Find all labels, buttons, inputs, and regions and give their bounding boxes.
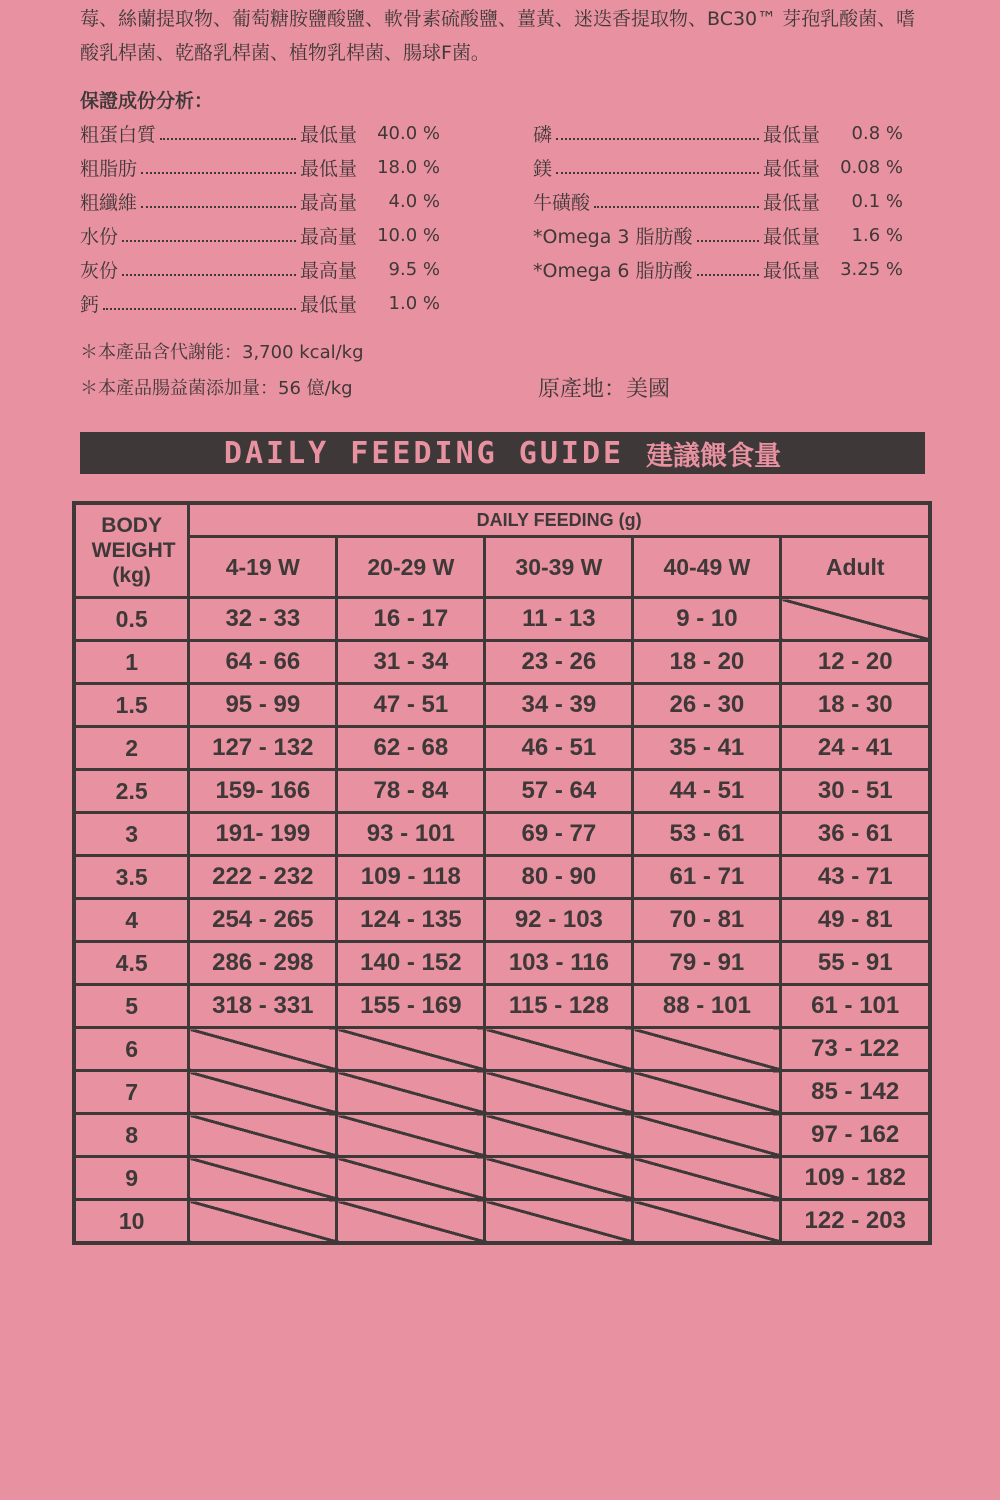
- banner-title-en: DAILY FEEDING GUIDE: [223, 435, 625, 471]
- body-weight-cell: 2.5: [74, 770, 189, 813]
- feeding-amount-cell: 318 - 331: [189, 985, 337, 1028]
- analysis-value: 40.0 %: [377, 122, 440, 144]
- analysis-kind: 最低量: [300, 293, 358, 316]
- analysis-label: *Omega 6 脂肪酸: [533, 259, 693, 282]
- analysis-value: 10.0 %: [377, 224, 440, 246]
- analysis-value: 4.0 %: [388, 190, 440, 212]
- feeding-amount-cell: 69 - 77: [485, 813, 633, 856]
- body-weight-cell: 4.5: [74, 942, 189, 985]
- feeding-amount-cell: 191- 199: [189, 813, 337, 856]
- feeding-amount-cell: 155 - 169: [337, 985, 485, 1028]
- dot-leader: [556, 138, 759, 140]
- feeding-amount-cell: 18 - 20: [633, 641, 781, 684]
- age-column-header: 20-29 W: [337, 537, 485, 598]
- analysis-label: 水份: [80, 225, 119, 248]
- analysis-kind: 最低量: [763, 259, 821, 282]
- empty-slashed-cell: [781, 598, 930, 641]
- body-weight-cell: 9: [74, 1157, 189, 1200]
- analysis-kind: 最高量: [300, 259, 358, 282]
- empty-slashed-cell: [189, 1071, 337, 1114]
- feeding-amount-cell: 109 - 118: [337, 856, 485, 899]
- age-column-header: Adult: [781, 537, 930, 598]
- body-weight-cell: 10: [74, 1200, 189, 1244]
- feeding-amount-cell: 73 - 122: [781, 1028, 930, 1071]
- origin-note: 原產地：美國: [538, 377, 671, 402]
- dot-leader: [697, 240, 759, 242]
- feeding-amount-cell: 53 - 61: [633, 813, 781, 856]
- feeding-table: [72, 501, 932, 1245]
- guaranteed-analysis-left: [80, 116, 440, 320]
- analysis-row: [80, 252, 440, 286]
- table-row: [74, 942, 930, 985]
- feeding-amount-cell: 9 - 10: [633, 598, 781, 641]
- banner-title-zh: 建議餵食量: [646, 440, 782, 472]
- feeding-amount-cell: 222 - 232: [189, 856, 337, 899]
- dot-leader: [141, 172, 296, 174]
- feeding-amount-cell: 18 - 30: [781, 684, 930, 727]
- analysis-row: [533, 218, 903, 252]
- empty-slashed-cell: [633, 1028, 781, 1071]
- feeding-amount-cell: 115 - 128: [485, 985, 633, 1028]
- analysis-label: *Omega 3 脂肪酸: [533, 225, 693, 248]
- table-row: [74, 1157, 930, 1200]
- age-column-header: 40-49 W: [633, 537, 781, 598]
- table-row: [74, 1200, 930, 1244]
- feeding-amount-cell: 64 - 66: [189, 641, 337, 684]
- dot-leader: [103, 308, 296, 310]
- feeding-amount-cell: 34 - 39: [485, 684, 633, 727]
- analysis-label: 粗脂肪: [80, 157, 138, 180]
- analysis-kind: 最高量: [300, 225, 358, 248]
- body-weight-cell: 7: [74, 1071, 189, 1114]
- feeding-amount-cell: 124 - 135: [337, 899, 485, 942]
- feeding-amount-cell: 30 - 51: [781, 770, 930, 813]
- feeding-amount-cell: 11 - 13: [485, 598, 633, 641]
- analysis-label: 灰份: [80, 259, 119, 282]
- analysis-kind: 最高量: [300, 191, 358, 214]
- analysis-value: 1.6 %: [851, 224, 903, 246]
- analysis-row: [533, 184, 903, 218]
- feeding-amount-cell: 93 - 101: [337, 813, 485, 856]
- analysis-value: 1.0 %: [388, 292, 440, 314]
- feeding-amount-cell: 122 - 203: [781, 1200, 930, 1244]
- age-column-header: 30-39 W: [485, 537, 633, 598]
- feeding-amount-cell: 85 - 142: [781, 1071, 930, 1114]
- body-weight-cell: 8: [74, 1114, 189, 1157]
- feeding-amount-cell: 80 - 90: [485, 856, 633, 899]
- analysis-value: 18.0 %: [377, 156, 440, 178]
- feeding-amount-cell: 140 - 152: [337, 942, 485, 985]
- feeding-amount-cell: 286 - 298: [189, 942, 337, 985]
- analysis-row: [80, 286, 440, 320]
- daily-feeding-header: DAILY FEEDING (g): [189, 503, 930, 537]
- empty-slashed-cell: [485, 1157, 633, 1200]
- analysis-row: [533, 116, 903, 150]
- empty-slashed-cell: [189, 1200, 337, 1244]
- feeding-amount-cell: 47 - 51: [337, 684, 485, 727]
- feeding-guide-banner: [80, 432, 925, 474]
- empty-slashed-cell: [189, 1028, 337, 1071]
- body-weight-cell: 1.5: [74, 684, 189, 727]
- table-row: [74, 1071, 930, 1114]
- analysis-row: [80, 150, 440, 184]
- body-weight-cell: 1: [74, 641, 189, 684]
- feeding-amount-cell: 26 - 30: [633, 684, 781, 727]
- feeding-amount-cell: 103 - 116: [485, 942, 633, 985]
- empty-slashed-cell: [485, 1028, 633, 1071]
- feeding-amount-cell: 57 - 64: [485, 770, 633, 813]
- feeding-amount-cell: 78 - 84: [337, 770, 485, 813]
- feeding-amount-cell: 44 - 51: [633, 770, 781, 813]
- table-row: [74, 985, 930, 1028]
- analysis-kind: 最低量: [763, 191, 821, 214]
- age-column-header: 4-19 W: [189, 537, 337, 598]
- dot-leader: [122, 274, 296, 276]
- analysis-row: [533, 252, 903, 286]
- feeding-amount-cell: 109 - 182: [781, 1157, 930, 1200]
- feeding-amount-cell: 61 - 71: [633, 856, 781, 899]
- analysis-value: 3.25 %: [840, 258, 903, 280]
- feeding-amount-cell: 70 - 81: [633, 899, 781, 942]
- energy-note: ＊本產品含代謝能：3,700 kcal/kg: [80, 342, 364, 363]
- feeding-amount-cell: 97 - 162: [781, 1114, 930, 1157]
- body-weight-cell: 3: [74, 813, 189, 856]
- analysis-kind: 最低量: [763, 123, 821, 146]
- feeding-amount-cell: 88 - 101: [633, 985, 781, 1028]
- feeding-amount-cell: 46 - 51: [485, 727, 633, 770]
- body-weight-cell: 4: [74, 899, 189, 942]
- empty-slashed-cell: [337, 1157, 485, 1200]
- empty-slashed-cell: [337, 1028, 485, 1071]
- probiotics-note: ＊本產品腸益菌添加量：56 億/kg: [80, 378, 353, 399]
- empty-slashed-cell: [485, 1200, 633, 1244]
- body-weight-cell: 6: [74, 1028, 189, 1071]
- analysis-row: [80, 218, 440, 252]
- ingredients-text: 莓、絲蘭提取物、葡萄糖胺鹽酸鹽、軟骨素硫酸鹽、薑黃、迷迭香提取物、BC30™ 芽孢乳酸菌、嗜酸乳桿菌、乾酪乳桿菌、植物乳桿菌、腸球F菌。: [80, 8, 916, 64]
- empty-slashed-cell: [633, 1071, 781, 1114]
- empty-slashed-cell: [485, 1114, 633, 1157]
- feeding-amount-cell: 35 - 41: [633, 727, 781, 770]
- table-row: [74, 813, 930, 856]
- feeding-amount-cell: 32 - 33: [189, 598, 337, 641]
- analysis-label: 粗纖維: [80, 191, 138, 214]
- dot-leader: [160, 138, 296, 140]
- feeding-amount-cell: 92 - 103: [485, 899, 633, 942]
- feeding-amount-cell: 12 - 20: [781, 641, 930, 684]
- feeding-amount-cell: 95 - 99: [189, 684, 337, 727]
- feeding-amount-cell: 62 - 68: [337, 727, 485, 770]
- body-weight-header: BODY WEIGHT (kg): [74, 503, 189, 598]
- feeding-amount-cell: 127 - 132: [189, 727, 337, 770]
- feeding-amount-cell: 23 - 26: [485, 641, 633, 684]
- analysis-row: [533, 150, 903, 184]
- analysis-label: 牛磺酸: [533, 191, 591, 214]
- table-row: [74, 770, 930, 813]
- analysis-value: 0.08 %: [840, 156, 903, 178]
- feeding-amount-cell: 31 - 34: [337, 641, 485, 684]
- analysis-label: 鎂: [533, 157, 553, 180]
- feeding-amount-cell: 24 - 41: [781, 727, 930, 770]
- analysis-row: [80, 184, 440, 218]
- analysis-label: 磷: [533, 123, 553, 146]
- empty-slashed-cell: [337, 1071, 485, 1114]
- body-weight-cell: 0.5: [74, 598, 189, 641]
- analysis-kind: 最低量: [300, 157, 358, 180]
- table-row: [74, 727, 930, 770]
- analysis-label: 粗蛋白質: [80, 123, 157, 146]
- analysis-kind: 最低量: [763, 157, 821, 180]
- body-weight-cell: 5: [74, 985, 189, 1028]
- table-row: [74, 899, 930, 942]
- feeding-amount-cell: 36 - 61: [781, 813, 930, 856]
- body-weight-cell: 2: [74, 727, 189, 770]
- table-row: [74, 1114, 930, 1157]
- dot-leader: [556, 172, 759, 174]
- empty-slashed-cell: [485, 1071, 633, 1114]
- feeding-amount-cell: 43 - 71: [781, 856, 930, 899]
- feeding-amount-cell: 61 - 101: [781, 985, 930, 1028]
- empty-slashed-cell: [189, 1157, 337, 1200]
- empty-slashed-cell: [633, 1114, 781, 1157]
- table-row: [74, 684, 930, 727]
- dot-leader: [141, 206, 296, 208]
- feeding-amount-cell: 49 - 81: [781, 899, 930, 942]
- empty-slashed-cell: [633, 1200, 781, 1244]
- empty-slashed-cell: [337, 1114, 485, 1157]
- feeding-amount-cell: 159- 166: [189, 770, 337, 813]
- analysis-label: 鈣: [80, 293, 100, 316]
- analysis-kind: 最低量: [763, 225, 821, 248]
- empty-slashed-cell: [633, 1157, 781, 1200]
- analysis-kind: 最低量: [300, 123, 358, 146]
- analysis-value: 9.5 %: [388, 258, 440, 280]
- dot-leader: [122, 240, 296, 242]
- table-row: [74, 856, 930, 899]
- feeding-amount-cell: 79 - 91: [633, 942, 781, 985]
- empty-slashed-cell: [337, 1200, 485, 1244]
- table-row: [74, 1028, 930, 1071]
- dot-leader: [594, 206, 759, 208]
- empty-slashed-cell: [189, 1114, 337, 1157]
- analysis-row: [80, 116, 440, 150]
- feeding-amount-cell: 16 - 17: [337, 598, 485, 641]
- dot-leader: [697, 274, 759, 276]
- feeding-amount-cell: 254 - 265: [189, 899, 337, 942]
- feeding-amount-cell: 55 - 91: [781, 942, 930, 985]
- table-row: [74, 641, 930, 684]
- analysis-value: 0.8 %: [851, 122, 903, 144]
- body-weight-cell: 3.5: [74, 856, 189, 899]
- analysis-value: 0.1 %: [851, 190, 903, 212]
- guaranteed-analysis-right: [533, 116, 903, 286]
- table-row: [74, 598, 930, 641]
- guaranteed-analysis-title: 保證成份分析：: [80, 90, 214, 112]
